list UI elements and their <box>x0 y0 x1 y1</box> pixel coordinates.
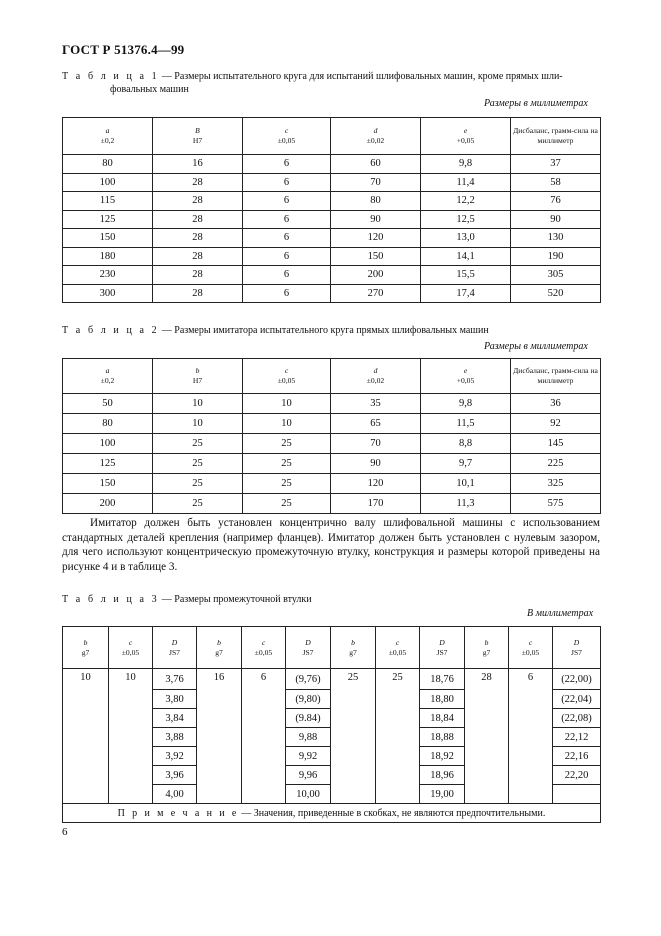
note-label: П р и м е ч а н и е <box>117 807 239 819</box>
table3-d-cell: 18,92 <box>420 747 465 766</box>
table1-row <box>63 284 601 303</box>
table1-cell: 90 <box>511 210 601 229</box>
table1-cell: 100 <box>63 173 153 192</box>
table1-caption-line1: — Размеры испытательного круга для испытаний шлифовальных машин, кроме прямых шли- <box>159 71 563 82</box>
table3-c-cell: 6 <box>242 669 286 804</box>
table3-d-cell: 18,88 <box>420 728 465 747</box>
table2-cell: 150 <box>63 474 153 494</box>
table2-cell: 25 <box>243 474 331 494</box>
table2-cell: 8,8 <box>421 434 511 454</box>
table3-caption-line1: — Размеры промежуточной втулки <box>159 594 312 605</box>
table3-d-cell: 22,16 <box>553 747 601 766</box>
table1-row <box>63 247 601 266</box>
table2-cell: 125 <box>63 454 153 474</box>
table1-cell: 150 <box>331 247 421 266</box>
note-text: — Значения, приведенные в скобках, не являются предпочтительными. <box>238 807 546 819</box>
table1-cell: 80 <box>331 192 421 211</box>
table1-cell: 17,4 <box>421 284 511 303</box>
table2-cell: 225 <box>511 454 601 474</box>
table1-row <box>63 229 601 248</box>
table3-header-cell: D JS7 <box>420 627 465 669</box>
table1-cell: 28 <box>153 284 243 303</box>
table1-cell: 12,2 <box>421 192 511 211</box>
table3-d-cell: 9,88 <box>286 728 331 747</box>
table3-d-cell: (22,00) <box>553 669 601 690</box>
table2-cell: 50 <box>63 394 153 414</box>
table2-caption <box>62 324 602 337</box>
table1-cell: 12,5 <box>421 210 511 229</box>
table1-cell: 11,4 <box>421 173 511 192</box>
table1-row <box>63 173 601 192</box>
table2-cell: 11,5 <box>421 414 511 434</box>
table3-d-cell: 3,80 <box>153 690 197 709</box>
table2-cell: 90 <box>331 454 421 474</box>
table1-cell: 70 <box>331 173 421 192</box>
table2-cell: 35 <box>331 394 421 414</box>
table3 <box>62 626 601 823</box>
table3-row <box>63 669 601 690</box>
table3-header-cell: c ±0,05 <box>509 627 553 669</box>
table1-cell: 37 <box>511 155 601 174</box>
table2-cell: 92 <box>511 414 601 434</box>
table2-cell: 10 <box>243 394 331 414</box>
table1-cell: 305 <box>511 266 601 285</box>
table3-d-cell: (9.84) <box>286 709 331 728</box>
table3-header-cell: D JS7 <box>286 627 331 669</box>
table1-header-cell: e +0,05 <box>421 118 511 155</box>
table1-cell: 15,5 <box>421 266 511 285</box>
table1-cell: 180 <box>63 247 153 266</box>
table2-header-cell: d ±0,02 <box>331 359 421 394</box>
table1-cell: 115 <box>63 192 153 211</box>
table3-header-cell: b g7 <box>465 627 509 669</box>
table3-header-cell: D JS7 <box>553 627 601 669</box>
table1-cell: 14,1 <box>421 247 511 266</box>
table1-header-cell: B H7 <box>153 118 243 155</box>
table1-cell: 200 <box>331 266 421 285</box>
table2-cell: 120 <box>331 474 421 494</box>
table2-cell: 200 <box>63 494 153 514</box>
table1-row <box>63 192 601 211</box>
table1-row <box>63 266 601 285</box>
table3-label: Т а б л и ц а 3 <box>62 594 160 605</box>
table3-d-cell: 3,92 <box>153 747 197 766</box>
table2-cell: 11,3 <box>421 494 511 514</box>
table1-cell: 9,8 <box>421 155 511 174</box>
table1-cell: 130 <box>511 229 601 248</box>
table1-cell: 6 <box>243 192 331 211</box>
table1-cell: 6 <box>243 155 331 174</box>
table1-cell: 80 <box>63 155 153 174</box>
table2-cell: 145 <box>511 434 601 454</box>
table3-d-cell: (9,76) <box>286 669 331 690</box>
table1 <box>62 117 601 303</box>
table2-cell: 100 <box>63 434 153 454</box>
table3-c-cell: 6 <box>509 669 553 804</box>
table3-d-cell: 9,92 <box>286 747 331 766</box>
table2-cell: 10 <box>243 414 331 434</box>
table2-row <box>63 474 601 494</box>
table1-cell: 16 <box>153 155 243 174</box>
table2-row <box>63 454 601 474</box>
table1-cell: 28 <box>153 266 243 285</box>
table3-d-cell: 18,84 <box>420 709 465 728</box>
table2-row <box>63 414 601 434</box>
table3-b-cell: 10 <box>63 669 109 804</box>
table1-cell: 230 <box>63 266 153 285</box>
table3-c-cell: 10 <box>109 669 153 804</box>
table1-cell: 6 <box>243 266 331 285</box>
table1-label: Т а б л и ц а 1 <box>62 71 160 82</box>
table2-header-cell: e +0,05 <box>421 359 511 394</box>
table1-cell: 6 <box>243 210 331 229</box>
table3-header-row <box>63 627 601 669</box>
table2-header-cell: a ±0,2 <box>63 359 153 394</box>
table1-header-cell: a ±0,2 <box>63 118 153 155</box>
document-header: ГОСТ Р 51376.4—99 <box>62 42 185 57</box>
table1-cell: 28 <box>153 192 243 211</box>
table2-cell: 65 <box>331 414 421 434</box>
table2 <box>62 358 601 514</box>
table2-header-cell: b H7 <box>153 359 243 394</box>
table2-cell: 36 <box>511 394 601 414</box>
page-number: 6 <box>62 826 68 838</box>
table1-units: Размеры в миллиметрах <box>484 98 588 109</box>
body-paragraph <box>62 516 600 574</box>
table1-cell: 60 <box>331 155 421 174</box>
table1-cell: 76 <box>511 192 601 211</box>
table3-d-cell: 18,76 <box>420 669 465 690</box>
table1-cell: 28 <box>153 229 243 248</box>
table2-cell: 10,1 <box>421 474 511 494</box>
table3-header-cell: b g7 <box>331 627 376 669</box>
table3-d-cell: 10,00 <box>286 785 331 804</box>
table3-header-cell: b g7 <box>197 627 242 669</box>
table1-cell: 150 <box>63 229 153 248</box>
table3-header-cell: D JS7 <box>153 627 197 669</box>
table3-d-cell: 3,76 <box>153 669 197 690</box>
table1-cell: 6 <box>243 229 331 248</box>
table3-d-cell: 22,12 <box>553 728 601 747</box>
table2-header-row <box>63 359 601 394</box>
table2-caption-line1: — Размеры имитатора испытательного круга прямых шлифовальных машин <box>159 325 489 336</box>
table2-cell: 575 <box>511 494 601 514</box>
table1-cell: 6 <box>243 284 331 303</box>
paragraph-text: Имитатор должен быть установлен концентрично валу шлифовальной машины с использованием стандартных деталей крепления (например фланцев). Имитатор должен быть установлен с нулевым зазором, для чего используют концентрическую промежуточную втулку, конструкция и размеры которой приведены на рисунке 4 и в таблице 3. <box>62 517 600 573</box>
table2-cell: 25 <box>243 434 331 454</box>
table2-cell: 25 <box>243 494 331 514</box>
table3-header-cell: b g7 <box>63 627 109 669</box>
table2-cell: 10 <box>153 394 243 414</box>
table3-d-cell <box>553 785 601 804</box>
table1-cell: 6 <box>243 247 331 266</box>
table2-cell: 25 <box>153 474 243 494</box>
table3-header-cell: c ±0,05 <box>242 627 286 669</box>
table1-header-cell: d ±0,02 <box>331 118 421 155</box>
table2-cell: 70 <box>331 434 421 454</box>
table2-cell: 25 <box>153 434 243 454</box>
table3-d-cell: 18,80 <box>420 690 465 709</box>
table1-cell: 28 <box>153 210 243 229</box>
table3-d-cell: 3,88 <box>153 728 197 747</box>
table2-header-cell: Дисбаланс, грамм-сила на миллиметр <box>511 359 601 394</box>
table2-row <box>63 494 601 514</box>
table1-cell: 520 <box>511 284 601 303</box>
table3-units: В миллиметрах <box>527 608 594 619</box>
table2-cell: 170 <box>331 494 421 514</box>
table2-row <box>63 434 601 454</box>
table2-cell: 25 <box>243 454 331 474</box>
table3-d-cell: (22,04) <box>553 690 601 709</box>
table2-row <box>63 394 601 414</box>
table3-d-cell: 9,96 <box>286 766 331 785</box>
table2-cell: 9,7 <box>421 454 511 474</box>
table1-cell: 13,0 <box>421 229 511 248</box>
table3-b-cell: 28 <box>465 669 509 804</box>
table2-cell: 80 <box>63 414 153 434</box>
table2-label: Т а б л и ц а 2 <box>62 325 160 336</box>
table1-cell: 58 <box>511 173 601 192</box>
table3-d-cell: (9,80) <box>286 690 331 709</box>
table3-header-cell: c ±0,05 <box>376 627 420 669</box>
table1-row <box>63 155 601 174</box>
table2-units: Размеры в миллиметрах <box>484 341 588 352</box>
table1-header-cell: c ±0,05 <box>243 118 331 155</box>
table1-cell: 28 <box>153 247 243 266</box>
table3-caption <box>62 593 602 606</box>
table1-cell: 190 <box>511 247 601 266</box>
table3-d-cell: 3,84 <box>153 709 197 728</box>
table2-cell: 25 <box>153 454 243 474</box>
table3-b-cell: 16 <box>197 669 242 804</box>
table1-cell: 90 <box>331 210 421 229</box>
table1-cell: 125 <box>63 210 153 229</box>
table2-cell: 25 <box>153 494 243 514</box>
table1-header-cell: Дисбаланс, грамм-сила на миллиметр <box>511 118 601 155</box>
table1-caption-line2: фовальных машин <box>110 84 189 95</box>
table3-c-cell: 25 <box>376 669 420 804</box>
table1-cell: 270 <box>331 284 421 303</box>
table1-cell: 120 <box>331 229 421 248</box>
table1-cell: 28 <box>153 173 243 192</box>
table3-d-cell: 18,96 <box>420 766 465 785</box>
table3-d-cell: 22,20 <box>553 766 601 785</box>
table3-d-cell: 4,00 <box>153 785 197 804</box>
table1-cell: 300 <box>63 284 153 303</box>
table3-d-cell: 3,96 <box>153 766 197 785</box>
table3-d-cell: (22,08) <box>553 709 601 728</box>
table3-b-cell: 25 <box>331 669 376 804</box>
table2-cell: 325 <box>511 474 601 494</box>
table1-cell: 6 <box>243 173 331 192</box>
table1-header-row <box>63 118 601 155</box>
table3-d-cell: 19,00 <box>420 785 465 804</box>
table1-row <box>63 210 601 229</box>
table3-header-cell: c ±0,05 <box>109 627 153 669</box>
table3-note <box>63 804 601 823</box>
table2-cell: 9,8 <box>421 394 511 414</box>
table1-caption <box>62 70 602 96</box>
table2-cell: 10 <box>153 414 243 434</box>
table3-note-row <box>63 804 601 823</box>
table2-header-cell: c ±0,05 <box>243 359 331 394</box>
